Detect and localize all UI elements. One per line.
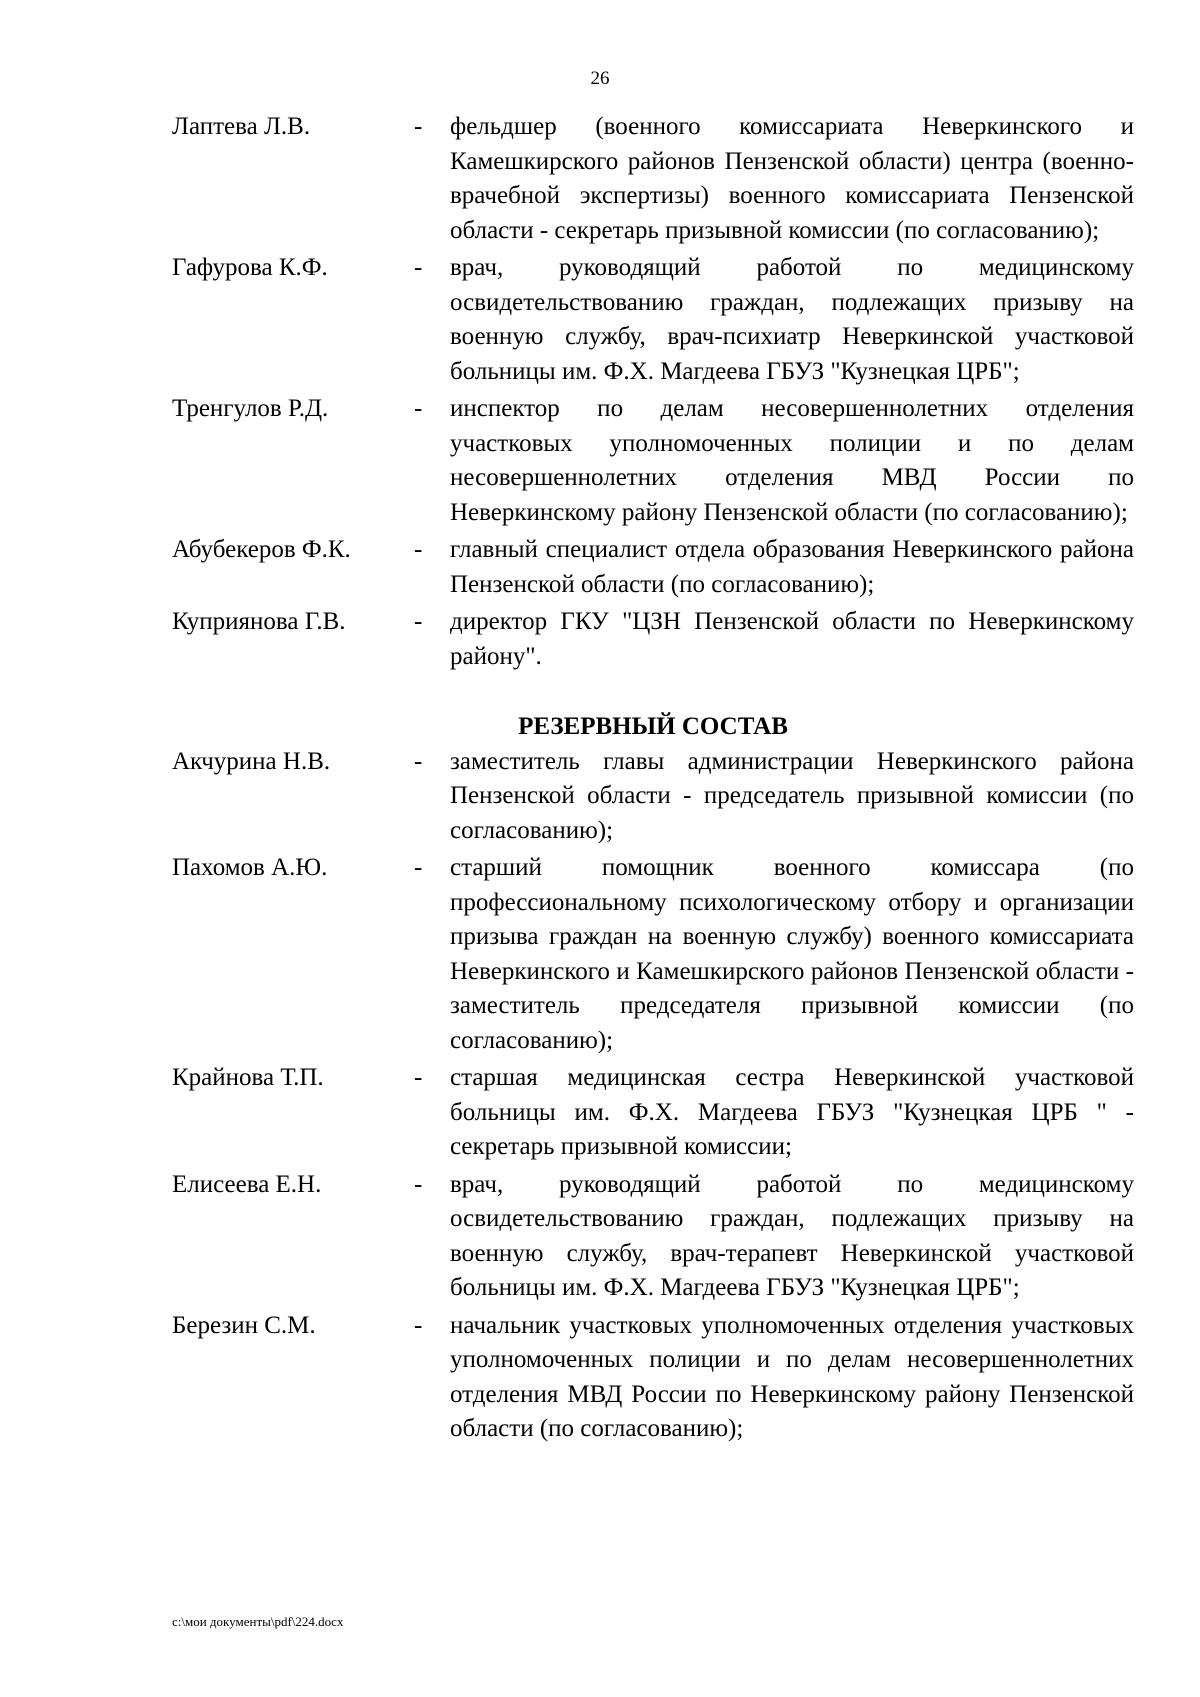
reserve-member-entry [172,1168,1134,1306]
member-description: врач, руководящий работой по медицинскому освидетельствованию граждан, подлежащих призыву на военную службу, врач-терапевт Неверкинской участковой больницы им. Ф.Х. Магдеева ГБУЗ "Кузнецкая ЦРБ"; [450,1170,1134,1301]
reserve-member-entry [172,1309,1134,1447]
member-dash: - [414,608,423,635]
reserve-member-entry [172,1061,1134,1165]
member-description: директор ГКУ "ЦЗН Пензенской области по Неверкинскому району". [450,608,1134,670]
member-entry [172,392,1134,530]
member-name: Елисеева Е.Н. [172,1170,322,1198]
member-entry [172,110,1134,248]
member-description: главный специалист отдела образования Неверкинского района Пензенской области (по согласованию); [450,536,1134,598]
member-description: старший помощник военного комиссара (по профессиональному психологическому отбору и организации призыва граждан на военную службу) военного комиссариата Неверкинского и Камешкирского районов Пензенской области - заместитель председателя призывной комиссии (по согласованию); [450,854,1134,1054]
member-name: Березин С.М. [172,1311,316,1339]
member-name: Гафурова К.Ф. [172,254,328,281]
member-name: Крайнова Т.П. [172,1064,324,1091]
member-name: Тренгулов Р.Д. [172,395,329,422]
member-description: фельдшер (военного комиссариата Неверкинского и Камешкирского районов Пензенской области) центра (военно-врачебной экспертизы) военного комиссариата Пензенской области - секретарь призывной комиссии (по согласованию); [450,113,1134,244]
member-description: врач, руководящий работой по медицинскому освидетельствованию граждан, подлежащих призыву на военную службу, врач-психиатр Неверкинской участковой больницы им. Ф.Х. Магдеева ГБУЗ "Кузнецкая ЦРБ"; [450,254,1134,385]
member-entry [172,251,1134,389]
member-entry [172,533,1134,602]
member-entry [172,605,1134,674]
footer-file-path: c:\мои документы\pdf\224.docx [172,1614,344,1629]
member-dash: - [414,113,423,140]
member-dash: - [414,1170,423,1198]
page-number: 26 [590,68,610,89]
member-dash: - [414,1064,423,1091]
member-dash: - [414,1311,423,1339]
document-body [172,110,1134,1450]
reserve-member-entry [172,745,1134,849]
member-description: начальник участковых уполномоченных отделения участковых уполномоченных полиции и по делам несовершеннолетних отделения МВД России по Неверкинскому району Пензенской области (по согласованию); [450,1311,1134,1442]
reserve-section-heading: РЕЗЕРВНЫЙ СОСТАВ [518,713,788,740]
member-name: Пахомов А.Ю. [172,854,328,881]
member-description: заместитель главы администрации Неверкинского района Пензенской области - председатель призывной комиссии (по согласованию); [450,747,1134,844]
member-dash: - [414,747,423,775]
member-dash: - [414,854,423,881]
member-dash: - [414,395,423,422]
member-dash: - [414,254,423,281]
member-description: инспектор по делам несовершеннолетних отделения участковых уполномоченных полиции и по делам несовершеннолетних отделения МВД России по Неверкинскому району Пензенской области (по согласованию); [450,395,1134,526]
member-name: Лаптева Л.В. [172,113,311,140]
member-name: Абубекеров Ф.К. [172,536,351,563]
reserve-member-entry [172,851,1134,1058]
member-name: Акчурина Н.В. [172,747,331,775]
member-description: старшая медицинская сестра Неверкинской участковой больницы им. Ф.Х. Магдеева ГБУЗ "Кузнецкая ЦРБ " - секретарь призывной комиссии; [450,1064,1134,1160]
member-dash: - [414,536,423,563]
member-name: Куприянова Г.В. [172,608,346,635]
